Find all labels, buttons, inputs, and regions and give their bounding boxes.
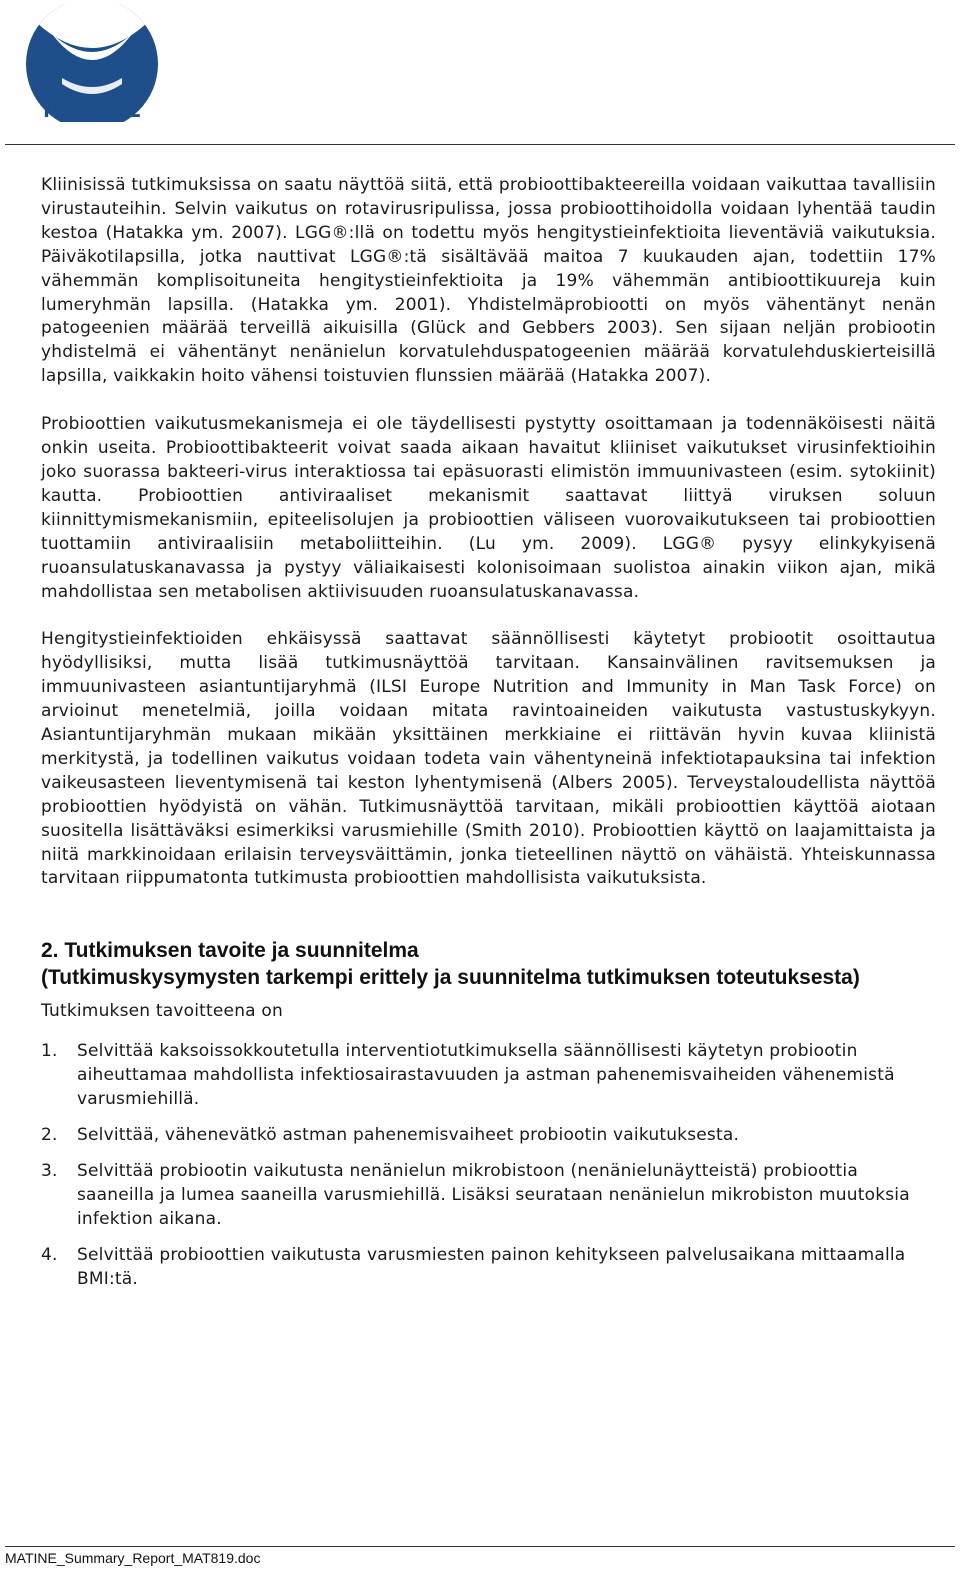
list-item-number: 1. [41, 1041, 58, 1062]
footer-divider [5, 1546, 955, 1547]
header-divider [5, 144, 955, 145]
section-heading [41, 937, 936, 991]
goals-lead: Tutkimuksen tavoitteena on [41, 1001, 283, 1022]
matine-logo-graphic [22, 4, 162, 122]
list-item-number: 3. [41, 1161, 58, 1182]
logo-text: MATINE [43, 93, 141, 122]
section-heading-subtitle: (Tutkimuskysymysten tarkempi erittely ja suunnitelma tutkimuksen toteutuksesta) [41, 966, 860, 990]
list-item [41, 1123, 936, 1147]
paragraph-infections: Kliinisissä tutkimuksissa on saatu näyttöä siitä, että probioottibakteereilla voidaan vaikuttaa tavallisiin virustauteihin. Selvin vaikutus on rotavirusripulissa, jossa probioottihoidolla voidaan lyhentää taudin kestoa (Hatakka ym. 2007). LGG®:llä on todettu myös hengitystieinfektioita lieventäviä vaikutuksia. Päiväkotilapsilla, jotka nauttivat LGG®:tä sisältävää maitoa 7 kuukauden ajan, todettiin 17% vähemmän komplisoituneita hengitystieinfektioita ja 19% vähemmän antibioottikuureja kuin lumeryhmän lapsilla. (Hatakka ym. 2001). Yhdistelmäprobiootti on myös vähentänyt nenän patogeenien määrää terveillä aikuisilla (Glück and Gebbers 2003). Sen sijaan neljän probiootin yhdistelmä ei vähentänyt nenänielun korvatulehduspatogeenien määrää korvatulehduskierteisillä lapsilla, vaikkakin hoito vähensi toistuvien flunssien määrää (Hatakka 2007). [41, 175, 936, 387]
goals-list [41, 1039, 936, 1291]
list-item-text: Selvittää kaksoissokkoutetulla interventiotutkimuksella säännöllisesti käytetyn probiootin aiheuttamaa mahdollista infektiosairastavuuden ja astman pahenemisvaiheiden vähenemistä varusmiehillä. [77, 1041, 895, 1110]
footer-filename: MATINE_Summary_Report_MAT819.doc [5, 1550, 261, 1566]
list-item [41, 1159, 936, 1231]
paragraph-prevention: Hengitystieinfektioiden ehkäisyssä saattavat säännöllisesti käytetyt probiootit osoittautua hyödyllisiksi, mutta lisää tutkimusnäyttöä tarvitaan. Kansainvälinen ravitsemuksen ja immuunivasteen asiantuntijaryhmä (ILSI Europe Nutrition and Immunity in Man Task Force) on arvioinut menetelmiä, joilla voidaan mitata ravintoaineiden vaikutusta vastustuskykyyn. Asiantuntijaryhmän mukaan mikään yksittäinen merkkiaine ei riittävän hyvin kuvaa kliinistä merkitystä, ja todellinen vaikutus voidaan todeta vain vähentyneinä infektiotapauksina tai infektion vaikeusasteen lieventymisenä tai keston lyhentymisenä (Albers 2005). Terveystaloudellista näyttöä probioottien hyödyistä on vähän. Tutkimusnäyttöä tarvitaan, mikäli probioottien käyttöä aiotaan suositella lisättäväksi esimerkiksi varusmiehille (Smith 2010). Probioottien käyttö on laajamittaista ja niitä markkinoidaan erilaisin terveysväittämin, jonka tieteellinen näyttö on vähäistä. Yhteiskunnassa tarvitaan riippumatonta tutkimusta probioottien mahdollisista vaikutuksista. [41, 629, 936, 889]
list-item-text: Selvittää probioottien vaikutusta varusmiesten painon kehitykseen palvelusaikana mittaamalla BMI:tä. [77, 1245, 906, 1290]
section-heading-title: 2. Tutkimuksen tavoite ja suunnitelma [41, 939, 419, 963]
list-item-text: Selvittää probiootin vaikutusta nenänielun mikrobistoon (nenänielunäytteistä) probioottia saaneilla ja lumea saaneilla varusmiehillä. Lisäksi seurataan nenänielun mikrobiston muutoksia infektion aikana. [77, 1161, 910, 1230]
document-body [41, 174, 936, 1303]
list-item [41, 1243, 936, 1291]
matine-logo [22, 4, 162, 122]
list-item-number: 4. [41, 1245, 58, 1266]
list-item-number: 2. [41, 1125, 58, 1146]
paragraph-mechanisms: Probioottien vaikutusmekanismeja ei ole täydellisesti pystytty osoittamaan ja todennäköisesti näitä onkin useita. Probioottibakteerit voivat saada aikaan havaitut kliiniset vaikutukset virusinfektioihin joko suorassa bakteeri-virus interaktiossa tai epäsuorasti elimistön immuunivasteen (esim. sytokiinit) kautta. Probioottien antiviraaliset mekanismit saattavat liittyä viruksen soluun kiinnittymismekanismiin, epiteelisolujen ja probioottien väliseen vuorovaikutukseen tai probioottien tuottamiin antiviraalisiin metaboliitteihin. (Lu ym. 2009). LGG® pysyy elinkykyisenä ruoansulatuskanavassa ja pystyy väliaikaisesti kolonisoimaan suolistoa ainakin viikon ajan, mikä mahdollistaa sen metabolisen aktiivisuuden ruoansulatuskanavassa. [41, 414, 936, 602]
list-item-text: Selvittää, vähenevätkö astman pahenemisvaiheet probiootin vaikutuksesta. [77, 1125, 740, 1146]
list-item [41, 1039, 936, 1111]
